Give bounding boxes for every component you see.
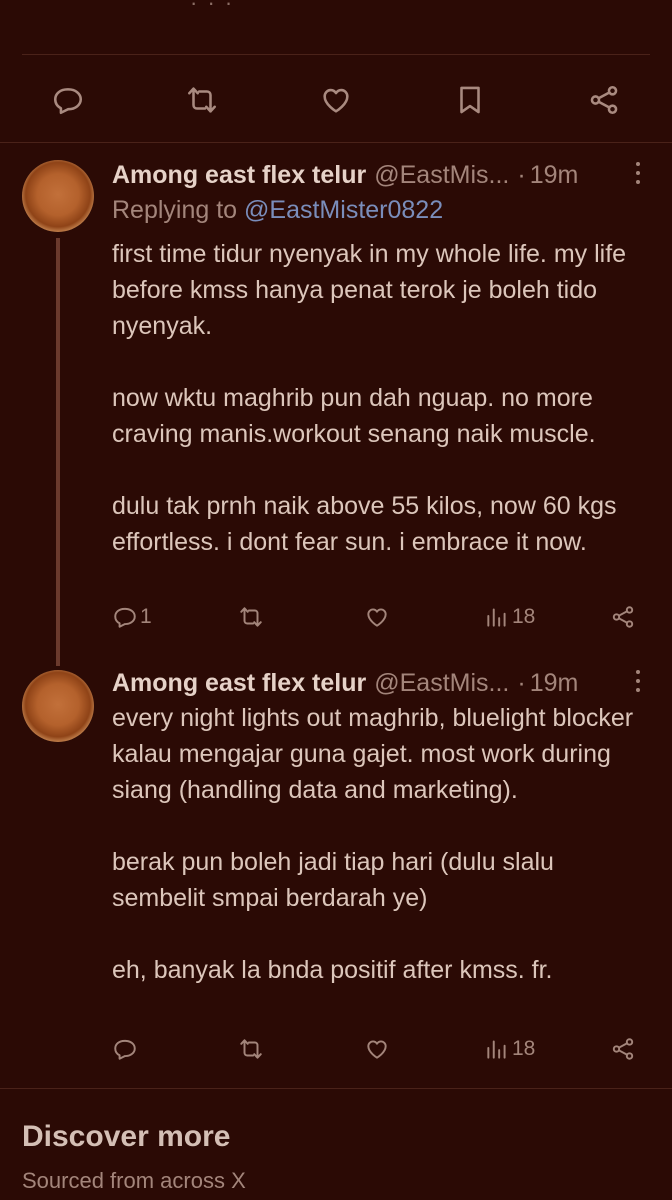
- tweet-text: [112, 700, 652, 988]
- tweet-paragraph: berak pun boleh jadi tiap hari (dulu slalu sembelit smpai berdarah ye): [112, 848, 554, 912]
- share-icon: [610, 604, 636, 630]
- replying-to-line: [112, 196, 443, 225]
- analytics-icon: [484, 1036, 510, 1062]
- truncated-text: · · ·: [190, 0, 235, 15]
- tweet-paragraph: now wktu maghrib pun dah nguap. no more craving manis.workout senang naik muscle.: [112, 384, 596, 448]
- share-button[interactable]: [610, 1036, 636, 1062]
- author-handle[interactable]: @EastMis...: [374, 668, 510, 697]
- views-button[interactable]: [484, 604, 535, 630]
- like-button[interactable]: [364, 604, 390, 630]
- tweet-header: [112, 666, 652, 700]
- divider: [22, 54, 650, 55]
- tweet-paragraph: first time tidur nyenyak in my whole life. my life before kmss hanya penat terok je boleh tido nyenyak.: [112, 240, 627, 340]
- divider: [0, 1088, 672, 1089]
- more-dots-icon: [636, 171, 640, 175]
- reply-icon: [112, 604, 138, 630]
- reply-icon: [112, 1036, 138, 1062]
- tweet-paragraph: eh, banyak la bnda positif after kmss. fr.: [112, 956, 553, 984]
- timestamp[interactable]: 19m: [529, 160, 579, 189]
- discover-more-subtitle: Sourced from across X: [22, 1168, 246, 1193]
- timestamp[interactable]: 19m: [529, 668, 579, 697]
- author-name[interactable]: Among east flex telur: [112, 160, 367, 189]
- share-icon: [587, 83, 621, 117]
- like-button[interactable]: [364, 1036, 390, 1062]
- bookmark-button[interactable]: [450, 80, 490, 120]
- reply-button[interactable]: [112, 1036, 138, 1062]
- separator: ·: [517, 668, 526, 697]
- analytics-icon: [484, 604, 510, 630]
- more-dots-icon: [636, 688, 640, 692]
- like-button[interactable]: [316, 80, 356, 120]
- replying-label: Replying to: [112, 196, 238, 224]
- separator: ·: [517, 160, 526, 189]
- share-button[interactable]: [584, 80, 624, 120]
- retweet-icon: [238, 1036, 264, 1062]
- retweet-button[interactable]: [238, 1036, 264, 1062]
- like-icon: [319, 83, 353, 117]
- author-handle[interactable]: @EastMis...: [374, 160, 510, 189]
- more-dots-icon: [636, 180, 640, 184]
- share-icon: [610, 1036, 636, 1062]
- share-button[interactable]: [610, 604, 636, 630]
- discover-more-heading: Discover more: [22, 1120, 231, 1153]
- reply-icon: [51, 83, 85, 117]
- author-name[interactable]: Among east flex telur: [112, 668, 367, 697]
- tweet-stats-bar: [112, 604, 652, 634]
- reply-tweet[interactable]: [0, 158, 672, 658]
- more-dots-icon: [636, 679, 640, 683]
- bookmark-icon: [453, 83, 487, 117]
- more-options-button[interactable]: [634, 670, 642, 692]
- avatar[interactable]: [22, 160, 94, 232]
- replying-mention-link[interactable]: @EastMister0822: [244, 196, 444, 224]
- view-count: 18: [512, 605, 536, 628]
- retweet-icon: [238, 604, 264, 630]
- retweet-button[interactable]: [238, 604, 264, 630]
- tweet-paragraph: dulu tak prnh naik above 55 kilos, now 60 kgs effortless. i dont fear sun. i embrace it now.: [112, 492, 617, 556]
- like-icon: [364, 1036, 390, 1062]
- reply-count: 1: [140, 605, 152, 628]
- tweet-header: [112, 158, 652, 192]
- views-button[interactable]: [484, 1036, 535, 1062]
- reply-button[interactable]: [112, 604, 152, 630]
- like-icon: [364, 604, 390, 630]
- main-tweet-action-bar: [0, 80, 672, 140]
- tweet-stats-bar: [112, 1036, 652, 1066]
- tweet-paragraph: every night lights out maghrib, bluelight blocker kalau mengajar guna gajet. most work during siang (handling data and marketing).: [112, 704, 634, 804]
- divider: [0, 142, 672, 143]
- avatar[interactable]: [22, 670, 94, 742]
- reply-button[interactable]: [48, 80, 88, 120]
- more-dots-icon: [636, 162, 640, 166]
- more-options-button[interactable]: [634, 162, 642, 184]
- tweet-text: [112, 236, 652, 560]
- view-count: 18: [512, 1037, 536, 1060]
- previous-tweet-fragment: [0, 0, 672, 30]
- more-dots-icon: [636, 670, 640, 674]
- retweet-icon: [185, 83, 219, 117]
- retweet-button[interactable]: [182, 80, 222, 120]
- thread-line: [56, 238, 60, 666]
- reply-tweet[interactable]: [0, 666, 672, 1076]
